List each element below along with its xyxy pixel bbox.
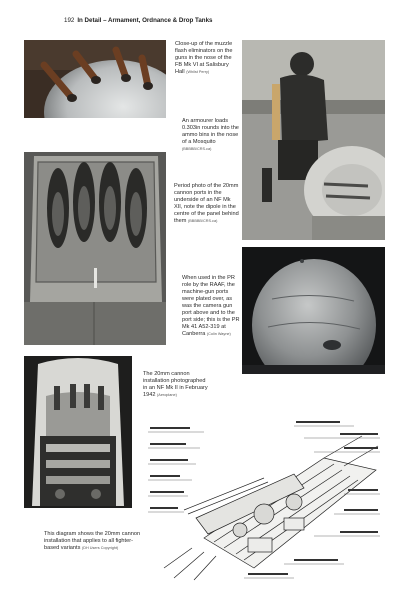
- photo-muzzle-flash-eliminators: [24, 40, 166, 118]
- caption-cannon-ports: [174, 183, 240, 225]
- caption-credit: (Colin Wayne): [206, 332, 231, 336]
- caption-pr-role: [182, 275, 240, 338]
- caption-credit: (Aeroplane): [157, 393, 177, 397]
- caption-credit: (Whilst Perry): [186, 70, 210, 74]
- photo-cannon-ports-underside: [24, 152, 166, 345]
- page-title: In Detail – Armament, Ordnance & Drop Tanks: [77, 17, 213, 24]
- caption-text: Close-up of the muzzle flash eliminators on the guns in the nose of the FB Mk VI at Salisbury Hall: [175, 41, 233, 75]
- diagram-cannon-installation: [144, 418, 384, 586]
- caption-text: The 20mm cannon installation photographed in an NF Mk II in February 1942: [143, 371, 208, 398]
- caption-armourer: [182, 118, 240, 153]
- caption-credit: (BBBBB/CRS.ca): [182, 147, 212, 151]
- caption-text: When used in the PR role by the RAAF, the machine-gun ports were plated over, as was the camera gun port above and to the port side; this is the PR Mk 41 A52-319 at Canberra: [182, 275, 240, 337]
- caption-credit: (DH Users Copyright): [81, 546, 119, 550]
- page-number: 192: [64, 17, 75, 24]
- caption-text: An armourer loads 0.303in rounds into the ammo bins in the nose of a Mosquito: [182, 118, 239, 145]
- caption-text: This diagram shows the 20mm cannon installation that applies to all fighter-based variants: [44, 531, 141, 551]
- photo-nf-mk2-cannon-installation: [24, 356, 132, 508]
- photo-armourer-loading: [242, 40, 385, 240]
- caption-text: Period photo of the 20mm cannon ports in the underside of an NF Mk XII, note the dipole in the centre of the panel behind them: [174, 183, 239, 224]
- photo-pr-mk41-nose: [242, 247, 385, 374]
- caption-credit: (BBBBB/CRS.ca): [188, 219, 218, 223]
- caption-diagram: [44, 531, 144, 552]
- caption-cannon-installation-photo: [143, 371, 209, 399]
- page-header: [64, 17, 212, 24]
- caption-muzzle-flash: [175, 41, 239, 76]
